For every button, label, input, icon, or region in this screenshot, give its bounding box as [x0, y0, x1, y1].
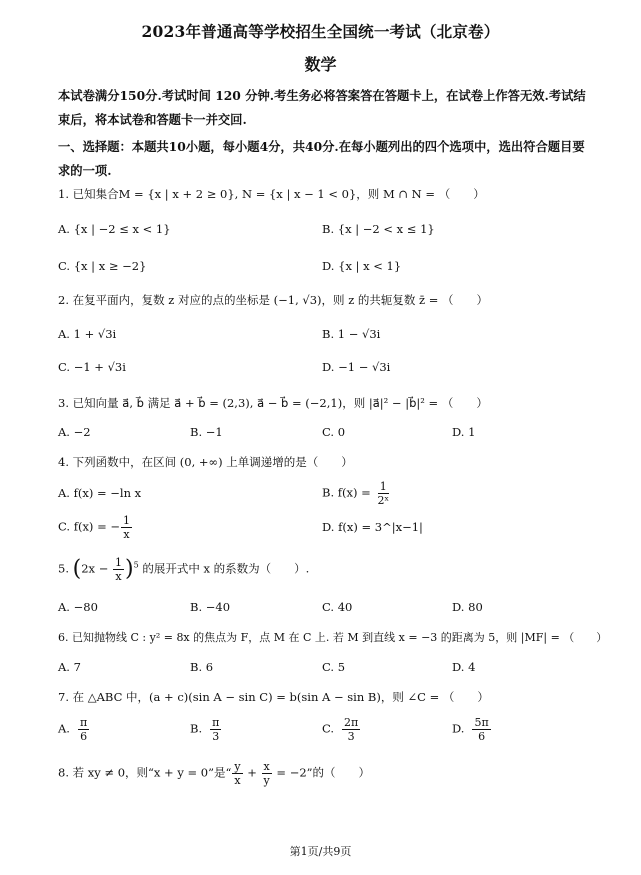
question-3-option-d: D. 1 — [452, 425, 476, 439]
option-label: A. — [58, 721, 70, 736]
question-8-stem — [58, 760, 370, 787]
fraction-denominator: x — [123, 528, 130, 541]
question-2-option-a: A. 1 + √3i — [58, 327, 117, 341]
question-6-option-d: D. 4 — [452, 660, 476, 674]
question-8-fraction-1 — [232, 760, 242, 787]
question-4-option-c-prefix: C. f(x) = − — [58, 519, 120, 534]
fraction-numerator: x — [263, 760, 270, 773]
fraction-denominator: 6 — [80, 730, 88, 743]
question-8-fraction-2 — [262, 760, 272, 787]
question-6-option-b: B. 6 — [190, 660, 214, 674]
question-2-option-d: D. −1 − √3i — [322, 360, 391, 374]
question-5-option-d: D. 80 — [452, 600, 483, 614]
question-4-option-d: D. f(x) = 3^|x−1| — [322, 520, 423, 534]
question-5-number: 5. — [58, 561, 73, 576]
question-1-option-c: C. {x | x ≥ −2} — [58, 259, 147, 273]
fraction-denominator: 3 — [212, 730, 220, 743]
question-4-stem: 4. 下列函数中，在区间 (0, +∞) 上单调递增的是（ ） — [58, 455, 353, 469]
question-7-option-c — [322, 716, 361, 743]
question-5-fraction — [113, 556, 124, 583]
fraction-numerator: π — [79, 716, 88, 729]
fraction-numerator: 1 — [379, 480, 387, 493]
question-3-option-a: A. −2 — [58, 425, 91, 439]
question-1-stem: 1. 已知集合M = {x | x + 2 ≥ 0}, N = {x | x − 1 < 0}，则 M ∩ N = （ ） — [58, 187, 485, 201]
fraction-denominator: 2ˣ — [377, 494, 390, 507]
subject-heading: 数学 — [304, 55, 337, 74]
question-8-prefix: 8. 若 xy ≠ 0，则“x + y = 0”是“ — [58, 765, 232, 780]
question-1-option-a: A. {x | −2 ≤ x < 1} — [58, 222, 171, 236]
question-7-option-d-fraction — [472, 716, 490, 743]
question-7-option-a — [58, 716, 90, 743]
question-4-option-c — [58, 514, 133, 541]
option-label: D. — [452, 721, 465, 736]
question-7-option-b — [190, 716, 222, 743]
fraction-denominator: 3 — [347, 730, 355, 743]
open-paren: ( — [72, 556, 82, 582]
question-6-option-a: A. 7 — [58, 660, 81, 674]
question-7-option-a-fraction — [78, 716, 89, 743]
question-7-option-c-fraction — [342, 716, 360, 743]
fraction-denominator: 6 — [478, 730, 486, 743]
question-4-option-a: A. f(x) = −ln x — [58, 486, 142, 500]
question-7-stem: 7. 在 △ABC 中，(a + c)(sin A − sin C) = b(sin A − sin B)，则 ∠C = （ ） — [58, 690, 489, 704]
question-3-stem: 3. 已知向量 a⃗, b⃗ 满足 a⃗ + b⃗ = (2,3), a⃗ − b⃗ = (−2,1)，则 |a⃗|² − |b⃗|² = （ ） — [58, 396, 488, 410]
fraction-numerator: 2π — [344, 716, 359, 729]
question-5-option-b: B. −40 — [190, 600, 231, 614]
section-heading: 一、选择题：本题共10小题，每小题4分，共40分.在每小题列出的四个选项中，选出符合题目要求的一项. — [58, 139, 585, 178]
question-4-option-b-prefix: B. f(x) = — [322, 485, 375, 500]
exam-title: 2023年普通高等学校招生全国统一考试（北京卷） — [141, 22, 500, 41]
question-1-option-d: D. {x | x < 1} — [322, 259, 402, 273]
question-5-option-a: A. −80 — [58, 600, 98, 614]
question-7-option-b-fraction — [210, 716, 221, 743]
option-label: B. — [190, 721, 203, 736]
question-5-inner: 2x − — [81, 561, 112, 576]
question-3-option-b: B. −1 — [190, 425, 223, 439]
fraction-denominator: x — [234, 774, 241, 787]
question-5-suffix: 的展开式中 x 的系数为（ ）. — [138, 561, 310, 576]
question-1-option-b: B. {x | −2 < x ≤ 1} — [322, 222, 435, 236]
fraction-numerator: 1 — [123, 514, 130, 527]
plus-sign: + — [243, 765, 261, 780]
question-2-option-c: C. −1 + √3i — [58, 360, 126, 374]
fraction-numerator: y — [234, 760, 241, 773]
question-6-stem: 6. 已知抛物线 C : y² = 8x 的焦点为 F，点 M 在 C 上. 若 M 到直线 x = −3 的距离为 5，则 |MF| = （ ） — [58, 631, 608, 644]
question-7-option-d — [452, 716, 492, 743]
question-2-stem: 2. 在复平面内，复数 z 对应的点的坐标是 (−1, √3)，则 z 的共轭复数 z̄ = （ ） — [58, 293, 489, 307]
fraction-numerator: 1 — [114, 556, 122, 569]
question-5-stem — [58, 556, 309, 583]
question-6-option-c: C. 5 — [322, 660, 346, 674]
question-4-option-b — [322, 480, 392, 507]
option-label: C. — [322, 721, 335, 736]
question-8-suffix: = −2”的（ ） — [272, 765, 371, 780]
question-2-option-b: B. 1 − √3i — [322, 327, 381, 341]
fraction-denominator: y — [263, 774, 270, 787]
close-paren: ) — [124, 556, 134, 582]
question-4-option-b-fraction — [375, 480, 391, 507]
fraction-denominator: x — [115, 570, 122, 583]
question-4-option-c-fraction — [121, 514, 132, 541]
fraction-numerator: π — [212, 716, 220, 729]
exam-notice: 本试卷满分150分.考试时间 120 分钟.考生务必将答案答在答题卡上，在试卷上作答无效.考试结束后，将本试卷和答题卡一并交回. — [58, 88, 586, 127]
question-5-power: 5 — [133, 560, 139, 570]
question-5-option-c: C. 40 — [322, 600, 353, 614]
question-3-option-c: C. 0 — [322, 425, 346, 439]
fraction-numerator: 5π — [474, 716, 489, 729]
page-footer: 第1页/共9页 — [289, 845, 352, 858]
